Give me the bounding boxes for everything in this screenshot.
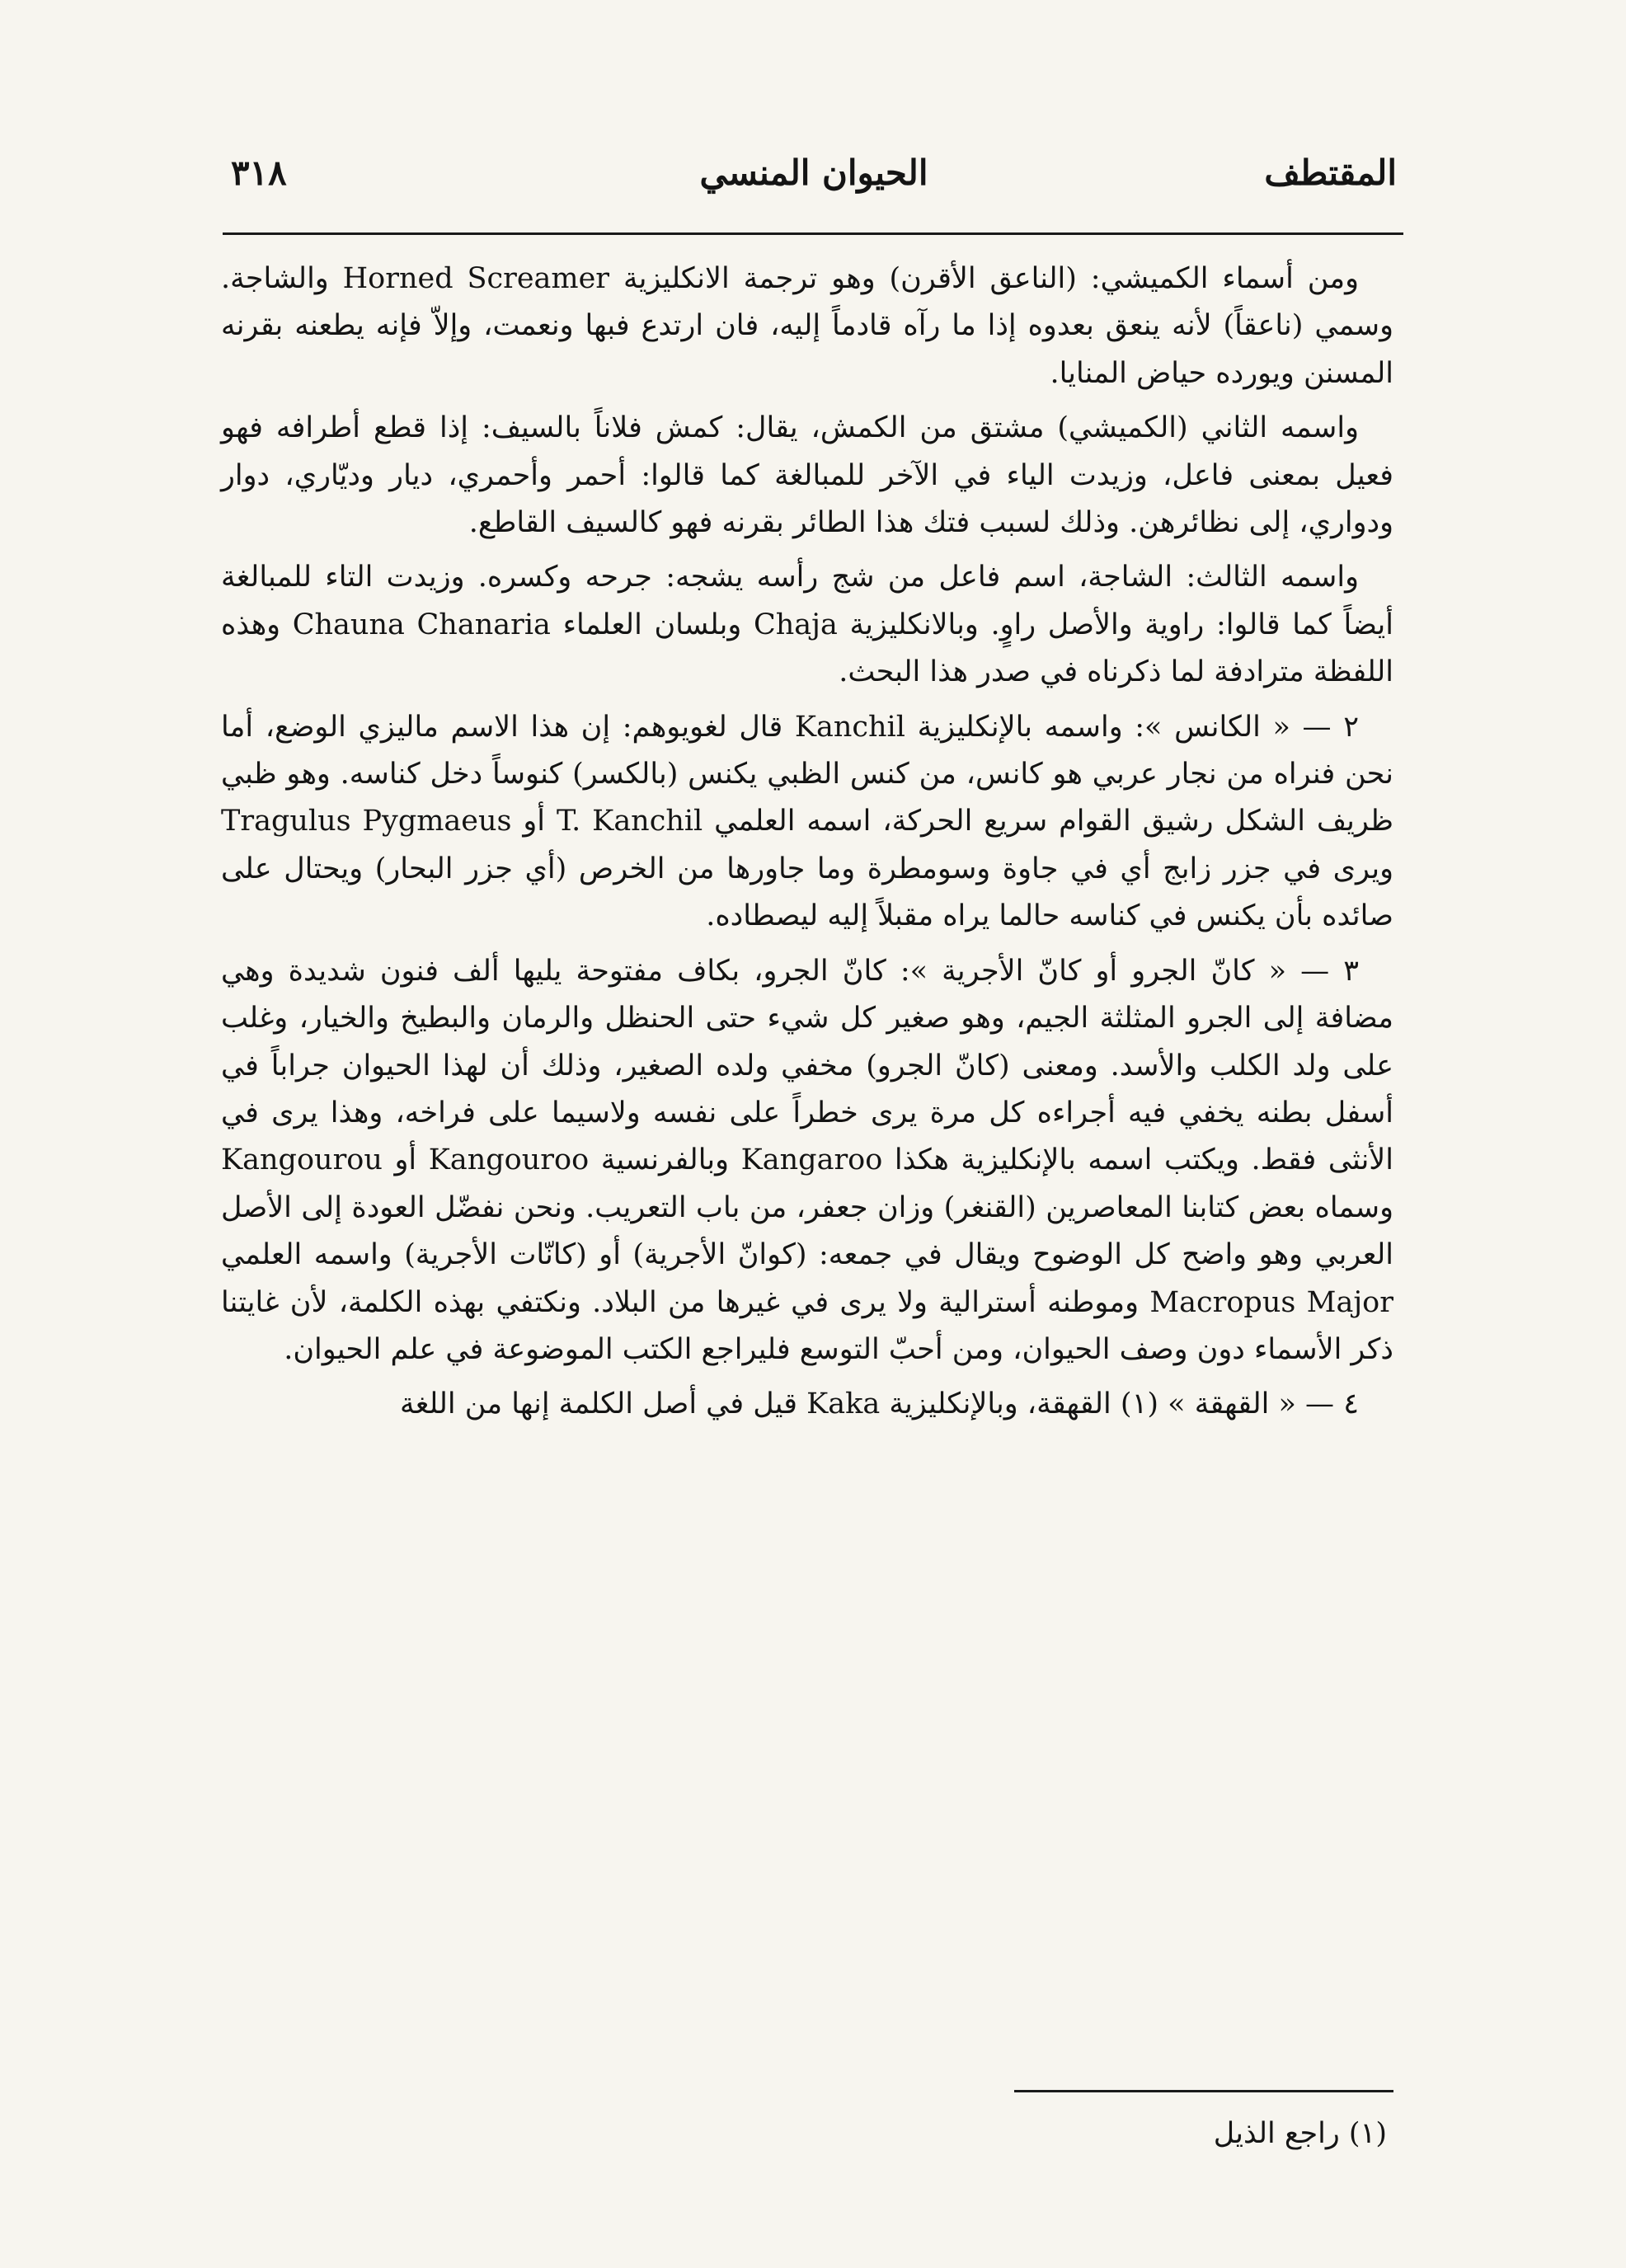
paragraph-kaka: ٤ — « القهقة » (١) القهقة، وبالإنكليزية Kaka قيل في أصل الكلمة إنها من اللغة [400, 1388, 1359, 1421]
page-number: ٣١٨ [231, 153, 287, 193]
running-title: الحيوان المنسي [699, 153, 928, 193]
paragraph-kamishi-etymology: واسمه الثاني (الكميشي) مشتق من الكمش، يقال: كمش فلاناً بالسيف: إذا قطع أطرافه فهو فعيل بمعنى فاعل، وزيدت الياء في الآخر للمبالغة كما قالوا: أحمر وأحمري، ديار وديّاري، دوار ودواري، إلى نظائرهن. وذلك لسبب فتك هذا الطائر بقرنه فهو كالسيف القاطع. [221, 411, 1393, 540]
article-body [221, 256, 1393, 1429]
journal-name: المقتطف [1264, 153, 1397, 193]
paragraph-shajja: واسمه الثالث: الشاجة، اسم فاعل من شج رأسه يشجه: جرحه وكسره. وزيدت التاء للمبالغة أيضاً كما قالوا: راوية والأصل راوٍ. وبالانكليزية Chaja وبلسان العلماء Chauna Chanaria وهذه اللفظة مترادفة لما ذكرناه في صدر هذا البحث. [221, 561, 1393, 689]
paragraph-kanchil: ٢ — « الكانس »: واسمه بالإنكليزية Kanchil قال لغويوهم: إن هذا الاسم ماليزي الوضع، أما نحن فنراه من نجار عربي هو كانس، من كنس الظبي يكنس (بالكسر) كنوساً دخل كناسه. وهو ظبي ظريف الشكل رشيق القوام سريع الحركة، اسمه العلمي T. Kanchil أو Tragulus Pygmaeus ويرى في جزر زابج أي في جاوة وسومطرة وما جاورها من الخرص (أي جزر البحار) ويحتال على صائده بأن يكنس في كناسه حالما يراه مقبلاً إليه ليصطاده. [221, 710, 1393, 933]
running-header [231, 140, 1397, 214]
header-rule [223, 232, 1403, 235]
paragraph-kangaroo: ٣ — « كانّ الجرو أو كانّ الأجرية »: كانّ الجرو، بكاف مفتوحة يليها ألف فنون شديدة وهي مضافة إلى الجرو المثلثة الجيم، وهو صغير كل شيء حتى الحنظل والرمان والبطيخ والخيار، وغلب على ولد الكلب والأسد. ومعنى (كانّ الجرو) مخفي ولده الصغير، وذلك أن لهذا الحيوان جراباً في أسفل بطنه يخفي فيه أجراءه كل مرة يرى خطراً على نفسه ولاسيما على فراخه، وهذا يرى في الأنثى فقط. ويكتب اسمه بالإنكليزية هكذا Kangaroo وبالفرنسية Kangouroo أو Kangourou وسماه بعض كتابنا المعاصرين (القنغر) وزان جعفر، من باب التعريب. ونحن نفضّل العودة إلى الأصل العربي وهو واضح كل الوضوح ويقال في جمعه: (كوانّ الأجرية) أو (كانّات الأجرية) واسمه العلمي Macropus Major وموطنه أسترالية ولا يرى في غيرها من البلاد. ونكتفي بهذه الكلمة، لأن غايتنا ذكر الأسماء دون وصف الحيوان، ومن أحبّ التوسع فليراجع الكتب الموضوعة في علم الحيوان. [221, 954, 1393, 1366]
footnote: (١) راجع الذيل [1213, 2117, 1387, 2150]
footnote-rule [1014, 2090, 1393, 2092]
paragraph-horned-screamer: ومن أسماء الكميشي: (الناعق الأقرن) وهو ترجمة الانكليزية Horned Screamer والشاجة. وسمي (ناعقاً) لأنه ينعق بعدوه إذا ما رآه قادماً إليه، فان ارتدع فبها ونعمت، وإلاّ فإنه يطعنه بقرنه المسنن ويورده حياض المنايا. [221, 262, 1393, 390]
